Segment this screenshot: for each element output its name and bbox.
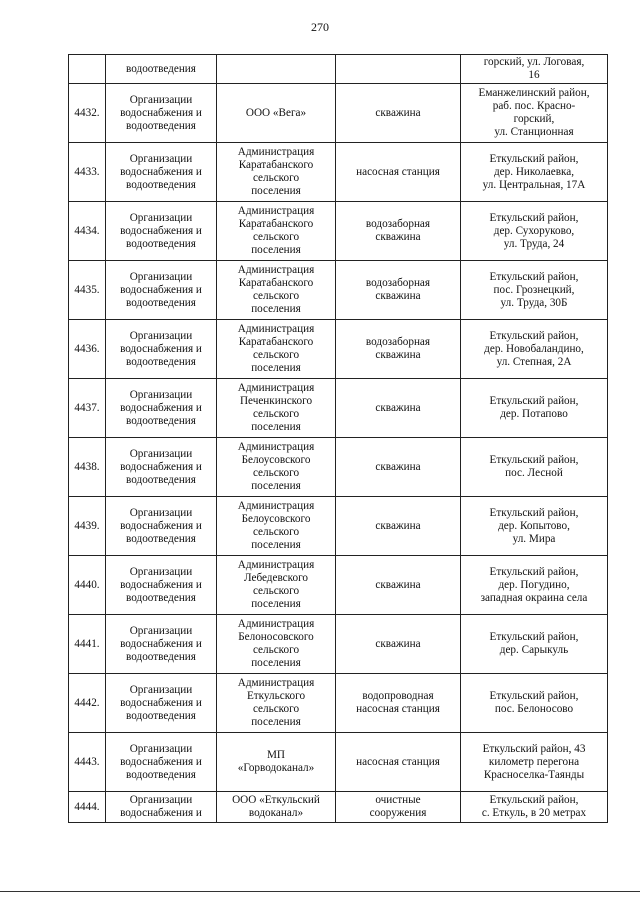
address-cell: Еткульский район, пос. Грознецкий, ул. Труда, 30Б <box>461 261 608 320</box>
organization-type-cell: Организации водоснабжения и водоотведения <box>106 556 217 615</box>
address-cell: Еткульский район, дер. Погудино, западная окраина села <box>461 556 608 615</box>
organization-type-cell: Организации водоснабжения и водоотведения <box>106 261 217 320</box>
address-cell: горский, ул. Логовая, 16 <box>461 55 608 84</box>
organization-type-cell: Организации водоснабжения и водоотведения <box>106 497 217 556</box>
facility-type-cell <box>336 55 461 84</box>
organization-type-cell: Организации водоснабжения и водоотведения <box>106 733 217 792</box>
organization-type-cell: Организации водоснабжения и водоотведения <box>106 202 217 261</box>
page-number: 270 <box>311 20 329 34</box>
organization-name-cell: Администрация Белоусовского сельского поселения <box>217 497 336 556</box>
address-cell: Еткульский район, пос. Лесной <box>461 438 608 497</box>
organization-type-cell: Организации водоснабжения и водоотведения <box>106 674 217 733</box>
row-number-cell: 4441. <box>69 615 106 674</box>
organization-type-cell: Организации водоснабжения и водоотведения <box>106 438 217 497</box>
address-cell: Еткульский район, дер. Сухоруково, ул. Труда, 24 <box>461 202 608 261</box>
table-row <box>69 143 608 202</box>
row-number-cell: 4442. <box>69 674 106 733</box>
table-row <box>69 733 608 792</box>
facility-type-cell: водозаборная скважина <box>336 261 461 320</box>
organization-name-cell: Администрация Печенкинского сельского поселения <box>217 379 336 438</box>
facility-type-cell: насосная станция <box>336 733 461 792</box>
organization-name-cell: Администрация Лебедевского сельского поселения <box>217 556 336 615</box>
organization-name-cell: Администрация Каратабанского сельского поселения <box>217 320 336 379</box>
table-row <box>69 261 608 320</box>
organization-name-cell: Администрация Белоносовского сельского поселения <box>217 615 336 674</box>
row-number-cell: 4440. <box>69 556 106 615</box>
address-cell: Еткульский район, пос. Белоносово <box>461 674 608 733</box>
facility-type-cell: скважина <box>336 438 461 497</box>
table-row <box>69 556 608 615</box>
facility-type-cell: водопроводная насосная станция <box>336 674 461 733</box>
organization-type-cell: Организации водоснабжения и водоотведения <box>106 379 217 438</box>
address-cell: Еманжелинский район, раб. пос. Красно- горский, ул. Станционная <box>461 84 608 143</box>
organization-type-cell: водоотведения <box>106 55 217 84</box>
row-number-cell: 4443. <box>69 733 106 792</box>
organization-name-cell: Администрация Каратабанского сельского поселения <box>217 202 336 261</box>
address-cell: Еткульский район, дер. Потапово <box>461 379 608 438</box>
row-number-cell: 4438. <box>69 438 106 497</box>
organization-type-cell: Организации водоснабжения и водоотведения <box>106 615 217 674</box>
row-number-cell: 4435. <box>69 261 106 320</box>
row-number-cell: 4434. <box>69 202 106 261</box>
table-body <box>69 55 608 823</box>
table-row <box>69 84 608 143</box>
table-row <box>69 792 608 823</box>
row-number-cell: 4444. <box>69 792 106 823</box>
organization-type-cell: Организации водоснабжения и водоотведения <box>106 320 217 379</box>
organization-type-cell: Организации водоснабжения и водоотведения <box>106 84 217 143</box>
facility-type-cell: скважина <box>336 84 461 143</box>
organization-name-cell: МП «Горводоканал» <box>217 733 336 792</box>
organization-name-cell: Администрация Каратабанского сельского поселения <box>217 143 336 202</box>
row-number-cell: 4433. <box>69 143 106 202</box>
row-number-cell <box>69 55 106 84</box>
table-row <box>69 438 608 497</box>
organization-name-cell: Администрация Белоусовского сельского поселения <box>217 438 336 497</box>
organization-name-cell: Администрация Еткульского сельского поселения <box>217 674 336 733</box>
facility-type-cell: скважина <box>336 497 461 556</box>
table-row <box>69 55 608 84</box>
address-cell: Еткульский район, 43 километр перегона Красноселка-Таянды <box>461 733 608 792</box>
facility-type-cell: водозаборная скважина <box>336 320 461 379</box>
organization-name-cell: ООО «Вега» <box>217 84 336 143</box>
table-row <box>69 497 608 556</box>
row-number-cell: 4439. <box>69 497 106 556</box>
row-number-cell: 4437. <box>69 379 106 438</box>
facility-type-cell: водозаборная скважина <box>336 202 461 261</box>
address-cell: Еткульский район, дер. Сарыкуль <box>461 615 608 674</box>
organizations-table <box>68 54 608 823</box>
address-cell: Еткульский район, дер. Николаевка, ул. Центральная, 17А <box>461 143 608 202</box>
facility-type-cell: скважина <box>336 615 461 674</box>
address-cell: Еткульский район, дер. Новобаландино, ул. Степная, 2А <box>461 320 608 379</box>
facility-type-cell: скважина <box>336 379 461 438</box>
table-row <box>69 202 608 261</box>
organization-type-cell: Организации водоснабжения и водоотведения <box>106 143 217 202</box>
table-row <box>69 674 608 733</box>
address-cell: Еткульский район, дер. Копытово, ул. Мира <box>461 497 608 556</box>
table-row <box>69 320 608 379</box>
facility-type-cell: скважина <box>336 556 461 615</box>
row-number-cell: 4436. <box>69 320 106 379</box>
table-row <box>69 615 608 674</box>
bottom-rule <box>0 891 640 892</box>
row-number-cell: 4432. <box>69 84 106 143</box>
organization-type-cell: Организации водоснабжения и <box>106 792 217 823</box>
organization-name-cell: ООО «Еткульский водоканал» <box>217 792 336 823</box>
table-row <box>69 379 608 438</box>
facility-type-cell: очистные сооружения <box>336 792 461 823</box>
facility-type-cell: насосная станция <box>336 143 461 202</box>
organization-name-cell: Администрация Каратабанского сельского поселения <box>217 261 336 320</box>
address-cell: Еткульский район, с. Еткуль, в 20 метрах <box>461 792 608 823</box>
organization-name-cell <box>217 55 336 84</box>
